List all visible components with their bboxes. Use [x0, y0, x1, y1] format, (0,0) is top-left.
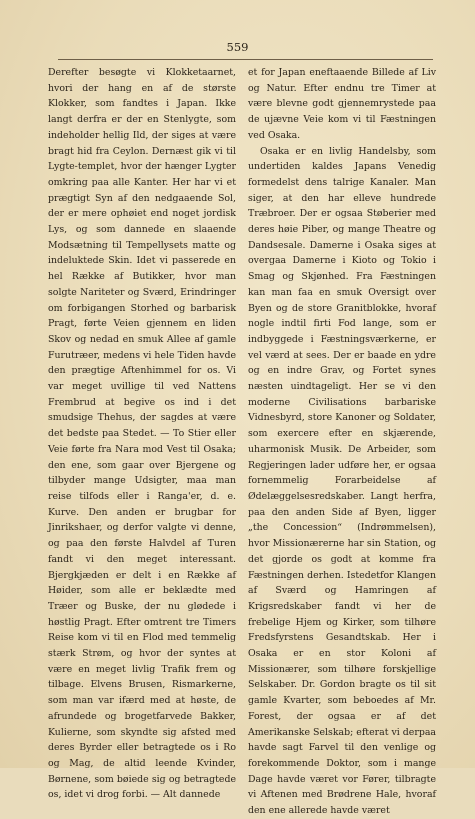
page-number: 559: [226, 40, 249, 54]
left-column: [48, 65, 236, 803]
header-rule: [58, 59, 433, 60]
right-paragraph-2: Osaka er en livlig Handelsby, som undertiden kaldes Japans Venedig formedelst dens talrige Kanaler. Man siger, at den har elleve hundrede Træbroer. Der er ogsaa Støberier med deres høie Piber, og mange Theatre og Dandsesale. Damerne i Osaka siges at overgaa Damerne i Kioto og Tokio i Smag og Skjønhed. Fra Fæstningen kan man faa en smuk Oversigt over Byen og de store Granitblokke, hvoraf nogle indtil firti Fod lange, som er indbyggede i Fæstningsværkerne, er vel værd at sees. Der er baade en ydre og en indre Grav, og Fortet synes næsten uindtageligt. Her se vi den moderne Civilisations barbariske Vidnesbyrd, store Kanoner og Soldater, som exercere efter en skjærende, uharmonisk Musik. De Arbeider, som Regjeringen lader udføre her, er ogsaa fornemmelig Forarbeidelse af Ødelæggelsesredskaber. Langt herfra, paa den anden Side af Byen, ligger „the Concession“ (Indrømmelsen), hvor Missionærerne har sin Station, og det gjorde os godt at komme fra Fæstningen derhen. Istedetfor Klangen af Sværd og Hamringen af Krigsredskaber fandt vi her de frebelige Hjem og Kirker, som tilhøre Fredsfyrstens Gesandtskab. Her i Osaka er en stor Koloni af Missionærer, som tilhøre forskjellige Selskaber. Dr. Gordon bragte os til sit gamle Kvarter, som beboedes af Mr. Forest, der ogsaa er af det Amerikanske Selskab; efterat vi derpaa havde sagt Farvel til den venlige og forekommende Doktor, som i mange Dage havde været vor Fører, tilbragte vi Aftenen med Brødrene Hale, hvoraf den ene allerede havde været: [248, 145, 436, 817]
right-column: [248, 65, 436, 819]
left-paragraph-1: Derefter besøgte vi Klokketaarnet, hvori der hang en af de største Klokker, som fandtes i Japan. Ikke langt derfra er der en Stenlygte, som indeholder hellig Ild, der siges at være bragt hid fra Ceylon. Dernæst gik vi til Lygte-templet, hvor der hænger Lygter omkring paa alle Kanter. Her har vi et prægtigt Syn af den nedgaaende Sol, der er mere ophøiet end noget jordisk Lys, og som dannede en slaaende Modsætning til Tempellysets matte og indeluktede Skin. Idet vi passerede en hel Række af Butikker, hvor man solgte Nariteter og Sværd, Erindringer om forbigangen Storhed og barbarisk Pragt, førte Veien gjennem en liden Skov og nedad en smuk Allee af gamle Furutræer, medens vi hele Tiden havde den prægtige Aftenhimmel for os. Vi var meget uvillige til ved Nattens Frembrud at begive os ind i det smudsige Thehus, der sagdes at være det bedste paa Stedet. — To Stier eller Veie førte fra Nara mod Vest til Osaka; den ene, som gaar over Bjergene og tilbyder mange Udsigter, maa man reise tilfods eller i Ranga'er, d. e. Kurve. Den anden er brugbar for Jinrikshaer, og derfor valgte vi denne, og paa den første Halvdel af Turen fandt vi den meget interessant. Bjergkjæden er delt i en Række af Høider, som alle er beklædte med Træer og Buske, der nu glødede i høstlig Pragt. Efter omtrent tre Timers Reise kom vi til en Flod med temmelig stærk Strøm, og hvor der syntes at være en meget livlig Trafik frem og tilbage. Elvens Brusen, Rismarkerne, som man var ifærd med at høste, de afrundede og brogetfarvede Bakker, Kulierne, som skyndte sig afsted med deres Byrder eller betragtede os i Ro og Mag, de altid leende Kvinder, Børnene, som bøiede sig og betragtede os, idet vi drog forbi. — Alt dannede: [48, 67, 236, 801]
right-paragraph-1: et for Japan eneftaaende Billede af Liv og Natur. Efter endnu tre Timer at være blevne godt gjennemrystede paa de ujævne Veie kom vi til Fæstningen ved Osaka.: [248, 67, 436, 141]
